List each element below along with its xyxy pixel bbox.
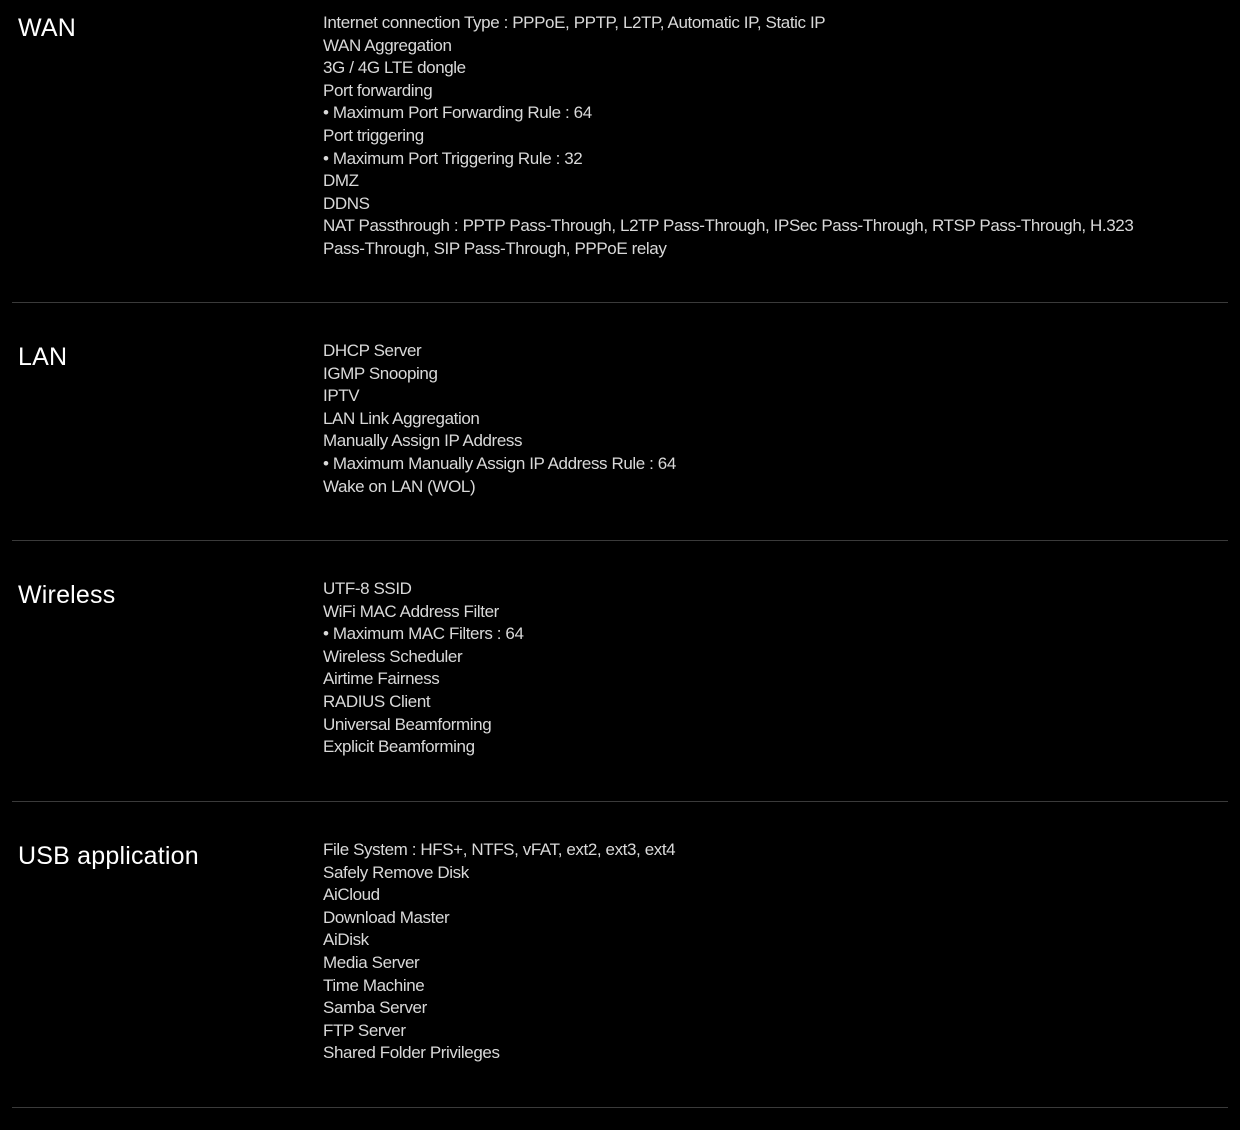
lan-spec-list (323, 340, 1173, 498)
spec-item: IGMP Snooping (323, 363, 438, 383)
spec-item: • Maximum Manually Assign IP Address Rule : 64 (323, 453, 676, 473)
spec-item: Wake on LAN (WOL) (323, 476, 476, 496)
spec-item: Wireless Scheduler (323, 646, 463, 666)
spec-item: NAT Passthrough : PPTP Pass-Through, L2TP Pass-Through, IPSec Pass-Through, RTSP Pass-Through, H.323 Pass-Through, SIP Pass-Through, PPPoE relay (323, 216, 1134, 258)
spec-item: Universal Beamforming (323, 714, 492, 734)
spec-item: Safely Remove Disk (323, 862, 469, 882)
spec-item: Samba Server (323, 998, 427, 1018)
spec-item: UTF-8 SSID (323, 579, 412, 598)
spec-item: • Maximum Port Forwarding Rule : 64 (323, 103, 592, 123)
spec-item: DDNS (323, 193, 370, 213)
spec-item: AiDisk (323, 930, 369, 950)
usb-spec-list (323, 839, 1173, 1065)
spec-item: Port forwarding (323, 80, 433, 100)
spec-item: Shared Folder Privileges (323, 1043, 500, 1063)
spec-item: DHCP Server (323, 341, 422, 360)
spec-item: Port triggering (323, 125, 424, 145)
section-title-lan: LAN (18, 343, 68, 371)
spec-item: Time Machine (323, 975, 425, 995)
spec-item: WAN Aggregation (323, 35, 452, 55)
spec-item: DMZ (323, 171, 359, 191)
spec-item: LAN Link Aggregation (323, 408, 480, 428)
spec-item: Airtime Fairness (323, 669, 440, 689)
spec-item: Explicit Beamforming (323, 737, 475, 757)
section-divider (12, 302, 1228, 303)
spec-item: FTP Server (323, 1020, 406, 1040)
spec-item: Internet connection Type : PPPoE, PPTP, L2TP, Automatic IP, Static IP (323, 13, 826, 32)
spec-item: • Maximum MAC Filters : 64 (323, 624, 524, 644)
spec-item: • Maximum Port Triggering Rule : 32 (323, 148, 583, 168)
spec-item: Manually Assign IP Address (323, 431, 523, 451)
spec-item: File System : HFS+, NTFS, vFAT, ext2, ext3, ext4 (323, 840, 676, 859)
spec-item: 3G / 4G LTE dongle (323, 58, 466, 78)
section-title-usb-application: USB application (18, 842, 199, 870)
spec-item: AiCloud (323, 885, 380, 905)
wan-spec-list (323, 12, 1173, 261)
section-divider (12, 1107, 1228, 1108)
section-divider (12, 540, 1228, 541)
spec-item: RADIUS Client (323, 691, 431, 711)
spec-item: Download Master (323, 907, 450, 927)
spec-item: WiFi MAC Address Filter (323, 601, 499, 621)
section-divider (12, 801, 1228, 802)
wireless-spec-list (323, 578, 1173, 759)
spec-item: Media Server (323, 952, 420, 972)
spec-item: IPTV (323, 386, 360, 406)
section-title-wireless: Wireless (18, 581, 116, 609)
section-title-wan: WAN (18, 14, 76, 42)
